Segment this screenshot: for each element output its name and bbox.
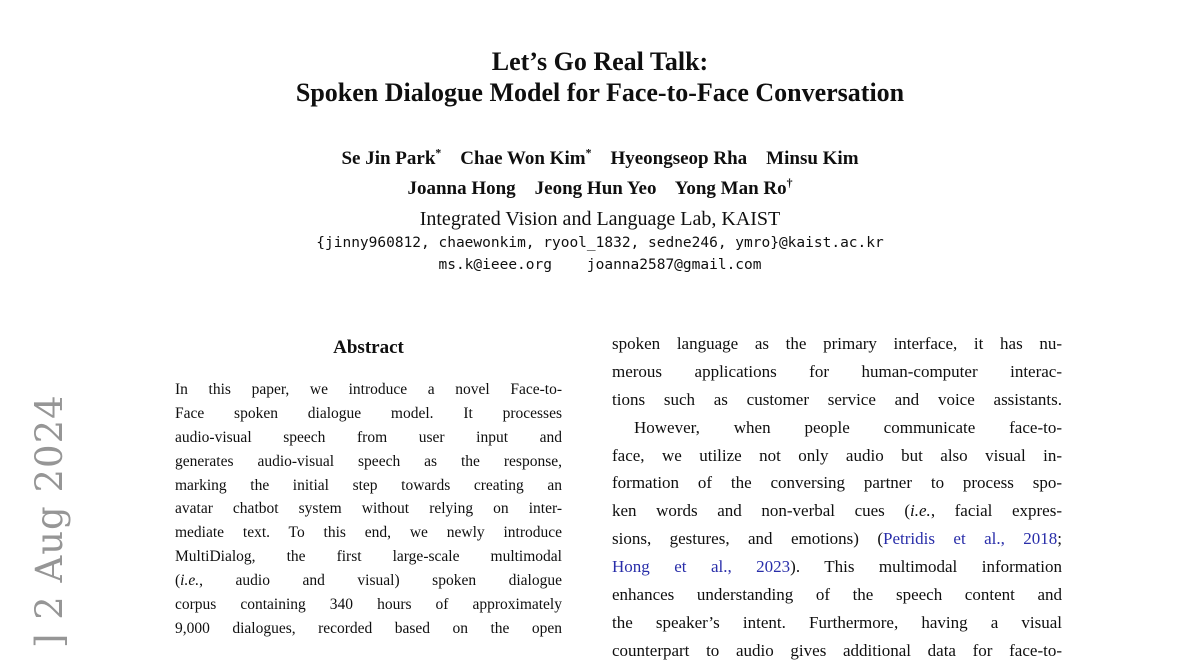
abstract-line: In this paper, we introduce a novel Face-to- — [175, 381, 562, 398]
introduction-line: enhances understanding of the speech content and — [612, 585, 1062, 605]
abstract-heading: Abstract — [333, 337, 404, 358]
footnote-marker: * — [585, 146, 592, 160]
abstract-line: avatar chatbot system without relying on inter- — [175, 500, 562, 518]
introduction-line: the speaker’s intent. Furthermore, having a visual — [612, 612, 1062, 632]
author-line: Joanna Hong Jeong Hun Yeo Yong Man Ro† — [407, 176, 793, 199]
affiliation: Integrated Vision and Language Lab, KAIST — [419, 208, 781, 230]
introduction-line: Hong et al., 2023). This multimodal information — [612, 557, 1062, 577]
abstract-line: Face spoken dialogue model. It processes — [175, 404, 562, 422]
introduction-line: counterpart to audio gives additional data for face-to- — [612, 640, 1062, 660]
abstract-line: corpus containing 340 hours of approximately — [175, 596, 562, 614]
arxiv-stamp: ] 2 Aug 2024 — [28, 394, 71, 648]
email-line: ms.k@ieee.org joanna2587@gmail.com — [438, 256, 762, 273]
citation-link[interactable]: Petridis et al., 2018 — [883, 529, 1058, 549]
footnote-marker: * — [435, 146, 442, 160]
introduction-line: ken words and non-verbal cues (i.e., facial expres- — [612, 501, 1062, 521]
citation-link[interactable]: Hong et al., 2023 — [612, 557, 791, 577]
abstract-line: generates audio-visual speech as the response, — [175, 452, 562, 470]
author-line: Se Jin Park* Chae Won Kim* Hyeongseop Rha Minsu Kim — [341, 146, 859, 169]
abstract-line: 9,000 dialogues, recorded based on the open — [175, 619, 562, 637]
abstract-section — [175, 336, 562, 641]
abstract-line: mediate text. To this end, we newly introduce — [175, 524, 562, 542]
abstract-line: marking the initial step towards creating an — [175, 476, 562, 494]
abstract-line: MultiDialog, the first large-scale multimodal — [175, 548, 562, 566]
abstract-line: audio-visual speech from user input and — [175, 428, 562, 446]
introduction-line: tions such as customer service and voice assistants. — [612, 389, 1062, 409]
email-line: {jinny960812, chaewonkim, ryool_1832, sedne246, ymro}@kaist.ac.kr — [316, 235, 884, 251]
italic-text: i.e. — [910, 501, 931, 521]
introduction-line: merous applications for human-computer interac- — [612, 361, 1062, 381]
italic-text: i.e. — [180, 572, 200, 590]
abstract-line: (i.e., audio and visual) spoken dialogue — [175, 572, 562, 590]
paper-title-line: Spoken Dialogue Model for Face-to-Face Conversation — [295, 78, 905, 107]
introduction-line: spoken language as the primary interface, it has nu- — [612, 334, 1062, 353]
introduction-line: formation of the conversing partner to process spo- — [612, 473, 1062, 493]
introduction-line: sions, gestures, and emotions) (Petridis et al., 2018; — [612, 529, 1063, 549]
introduction-line: However, when people communicate face-to- — [634, 417, 1062, 437]
email-block — [0, 233, 1200, 276]
abstract-body — [175, 378, 562, 641]
footnote-marker: † — [786, 176, 793, 190]
introduction-line: face, we utilize not only audio but also visual in- — [612, 445, 1062, 465]
paper-title-line: Let’s Go Real Talk: — [491, 47, 709, 76]
author-block — [0, 144, 1200, 204]
paper-title — [0, 46, 1200, 108]
introduction-column — [612, 330, 1062, 665]
